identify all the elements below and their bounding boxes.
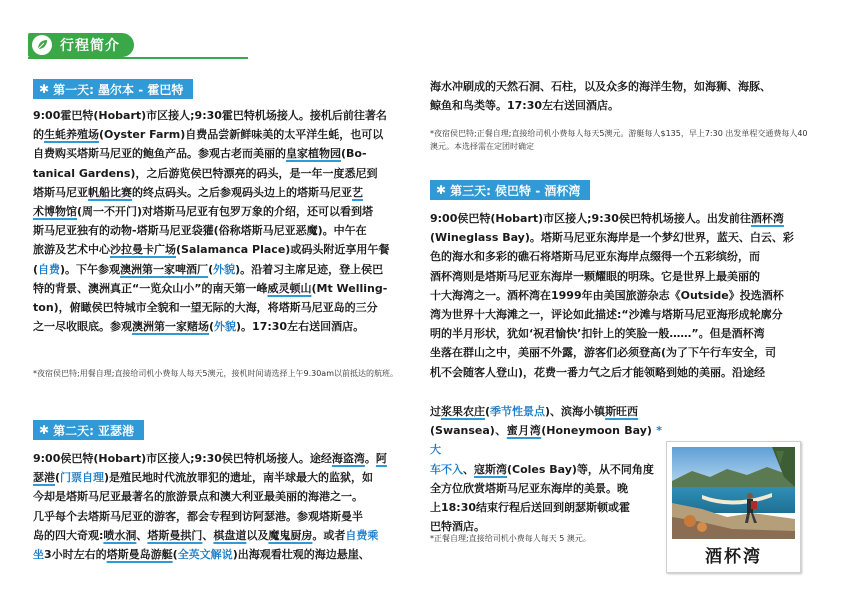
- leaf-icon: [32, 35, 52, 55]
- day3-line: 机不会随客人登山)，花费一番力气之后才能领略到她的美丽。沿途经: [430, 365, 766, 379]
- day1-line: (自费)。下午参观澳洲第一家啤酒厂(外貌)。沿着习主席足迹，登上侯巴: [33, 262, 384, 276]
- day3-label: [430, 180, 590, 200]
- day2-line: 坐3小时左右的塔斯曼岛游艇(全英文解说)出海观看壮观的海边悬崖、: [33, 548, 370, 562]
- day1-line: 的生蚝养殖场(Oyster Farm)自费品尝新鲜味美的太平洋生蚝，也可以: [33, 128, 384, 142]
- sparkle-icon: ✱: [436, 183, 447, 197]
- section-header: [28, 33, 134, 57]
- sparkle-icon: ✱: [39, 423, 50, 437]
- day2-line: 今却是塔斯马尼亚最著名的旅游景点和澳大利亚最美丽的海港之一。: [33, 490, 363, 504]
- day1-line: 术博物馆(周一不开门)对塔斯马尼亚有包罗万象的介绍，还可以看到塔: [33, 205, 374, 219]
- day2-line: 鲸鱼和鸟类等。17:30左右送回酒店。: [430, 99, 620, 113]
- day3-line: (Swansea)、蜜月湾(Honeymoon Bay) *大: [430, 424, 662, 457]
- day1-line: 斯马尼亚独有的动物-塔斯马尼亚袋獾(俗称塔斯马尼亚恶魔)。中午在: [33, 224, 367, 238]
- day1-line: 9:00霍巴特(Hobart)市区接人;9:30霍巴特机场接人。接机后前往著名: [33, 109, 387, 122]
- day2-text: [33, 449, 411, 564]
- day3-line: 上18:30结束行程后送回到朗瑟斯顿或霍: [430, 501, 631, 515]
- day2-line: 海水冲刷成的天然石洞、石柱，以及众多的海洋生物，如海狮、海豚、: [430, 80, 771, 93]
- day3-note: *正餐自理;直接给司机小费每人每天 5 澳元。: [430, 534, 591, 543]
- day2-label: [33, 420, 144, 440]
- day2-note: *夜宿侯巴特;正餐自理;直接给司机小费每人每天5澳元。游艇每人$135，早上7:30 出发单程交通费每人40澳元。本选择需在定团时确定: [430, 129, 808, 151]
- day3-line: (Wineglass Bay)。塔斯马尼亚东海岸是一个梦幻世界，蓝天、白云、彩: [430, 231, 794, 245]
- day2-line: 岛的四大奇观:喷水洞、塔斯曼拱门、棋盘道以及魔鬼厨房。或者自费乘: [33, 528, 379, 542]
- day3-line: 过浆果农庄(季节性景点)、滨海小镇斯旺西: [430, 405, 639, 418]
- day3-line: 湾为世界十大海滩之一，评论如此描述:“沙滩与塔斯马尼亚海形成轮廓分: [430, 308, 783, 322]
- day1-line: 之一尽收眼底。参观澳洲第一家赌场(外貌)。17:30左右送回酒店。: [33, 320, 365, 334]
- day1-line: 自费购买塔斯马尼亚的鲍鱼产品。参观古老而美丽的皇家植物园(Bo-: [33, 147, 367, 161]
- day3-line: 明的半月形状，犹如‘祝君愉快’扣针上的笑脸一般……”。但是酒杯湾: [430, 327, 765, 341]
- day2-line: 瑟港(门票自理)是殖民地时代流放罪犯的遗址，南半球最大的监狱，如: [33, 471, 374, 485]
- day2-title: 第二天: 亚瑟港: [53, 423, 135, 438]
- day3-line: 坐落在群山之中，美丽不外露，游客们必须登高(为了下午行车安全，司: [430, 346, 777, 360]
- header-underline: [28, 57, 248, 59]
- sparkle-icon: ✱: [39, 82, 50, 96]
- day1-note: *夜宿侯巴特;用餐自理;直接给司机小费每人每天5澳元，接机时间请选择上午9.30am以前抵达的航班。: [33, 369, 398, 378]
- photo-caption: 酒杯湾: [705, 547, 762, 567]
- day1-title: 第一天: 墨尔本 - 霍巴特: [53, 82, 184, 97]
- day1-label: [33, 79, 193, 99]
- day1-line: 特的背景、澳洲真正“一览众山小”的南天第一峰威灵顿山(Mt Welling-: [33, 281, 388, 295]
- day3-line: 全方位欣赏塔斯马尼亚东海岸的美景。晚: [430, 481, 628, 495]
- day1-line: ton)，俯瞰侯巴特城市全貌和一望无际的大海，将塔斯马尼亚岛的三分: [33, 301, 378, 315]
- day3-line: 车不入、寇斯湾(Coles Bay)等，从不同角度: [430, 462, 654, 476]
- day2-text-cont: [430, 77, 808, 115]
- day3-line: 酒杯湾则是塔斯马尼亚东海岸一颗耀眼的明珠。它是世界上最美丽的: [430, 269, 760, 283]
- section-title: 行程简介: [60, 38, 120, 54]
- wineglass-bay-photo: [672, 447, 795, 539]
- day2-line: 几乎每个去塔斯马尼亚的游客，都会专程到访阿瑟港。参观塔斯曼半: [33, 509, 363, 523]
- day3-line: 9:00侯巴特(Hobart)市区接人;9:30侯巴特机场接人。出发前往酒杯湾: [430, 212, 784, 225]
- day3-title: 第三天: 侯巴特 - 酒杯湾: [450, 183, 581, 198]
- day3-line: 十大海湾之一。酒杯湾在1999年由美国旅游杂志《Outside》投选酒杯: [430, 288, 784, 302]
- wineglass-bay-photo-card: [666, 441, 801, 573]
- day1-line: tanical Gardens)，之后游览侯巴特漂亮的码头，是一年一度悉尼到: [33, 166, 378, 180]
- day1-line: 旅游及艺术中心沙拉曼卡广场(Salamanca Place)或码头附近享用午餐: [33, 243, 390, 257]
- day1-text: [33, 106, 411, 336]
- day3-line: 色的海水和多彩的礁石将塔斯马尼亚东海岸点缀得一个五彩缤纷，而: [430, 250, 760, 264]
- day3-line: 巴特酒店。: [430, 520, 485, 534]
- day2-line: 9:00侯巴特(Hobart)市区接人;9:30侯巴特机场接人。途经海盗湾。阿: [33, 452, 387, 465]
- day1-line: 塔斯马尼亚帆船比赛的终点码头。之后参观码头边上的塔斯马尼亚艺: [33, 185, 363, 199]
- day3-text: [430, 209, 808, 382]
- day3-text-short: [430, 402, 662, 536]
